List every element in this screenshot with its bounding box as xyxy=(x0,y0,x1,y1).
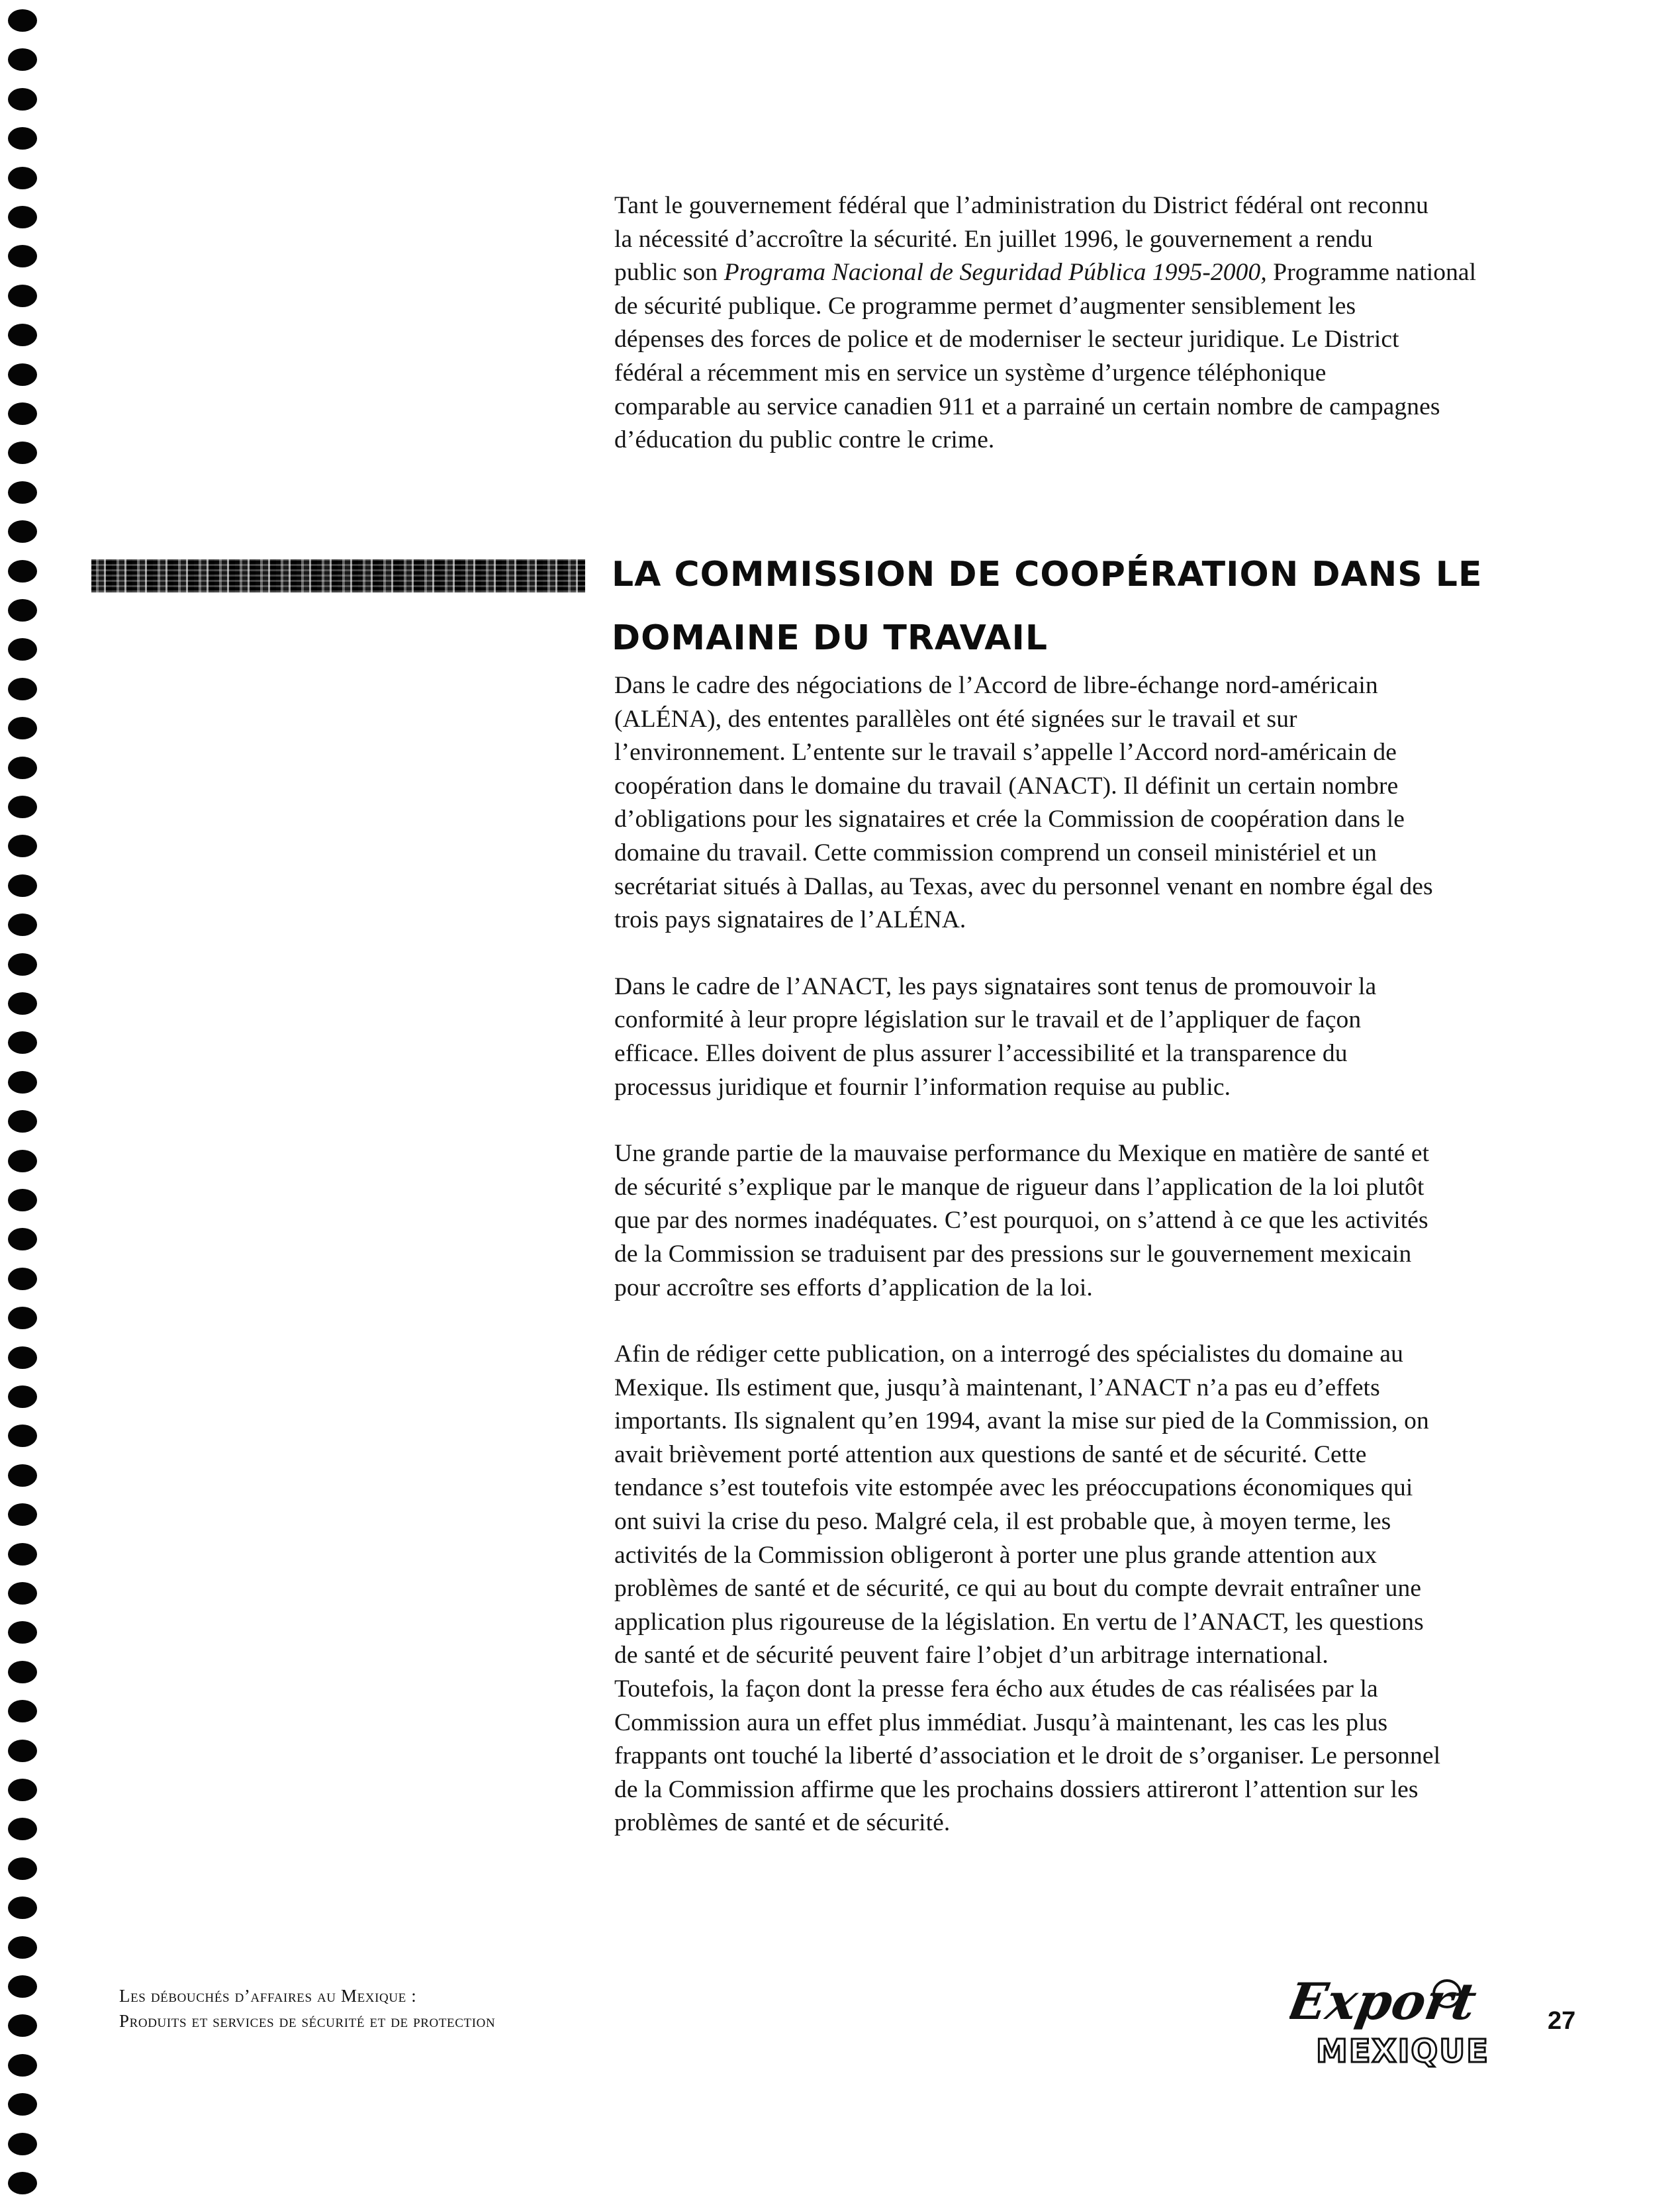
binding-hole xyxy=(8,953,37,976)
section-heading-line-2: DOMAINE DU TRAVAIL xyxy=(612,618,1049,658)
binding-hole xyxy=(8,1897,37,1919)
binding-hole xyxy=(8,1700,37,1722)
binding-hole xyxy=(8,1228,37,1250)
body-paragraph: Afin de rédiger cette publication, on a interrogé des spécialistes du domaine au Mexique. Ils estiment que, jusqu’à maintenant, l’ANACT n’a pas eu d’effets importants. Ils signalent qu’en 1994, avant la mise sur pied de la Commission, on avait brièvement porté attention aux questions de santé et de sécurité. Cette tendance s’est toutefois vite estompée avec les préoccupations économiques qui ont suivi la crise du peso. Malgré cela, il est probable que, à moyen terme, les activités de la Commission obligeront à porter une plus grande attention aux problèmes de santé et de sécurité, ce qui au bout du compte devrait entraîner une application plus rigoureuse de la législation. En vertu de l’ANACT, les questions de santé et de sécurité peuvent faire l’objet d’un arbitrage international. Toutefois, la façon dont la presse fera écho aux études de cas réalisées par la Commission aura un effet plus immédiat. Jusqu’à maintenant, les cas les plus frappants ont touché la liberté d’association et le droit de s’organiser. Le personnel de la Commission affirme que les prochains dossiers attireront l’attention sur les problèmes de santé et de sécurité. xyxy=(614,1340,1441,1837)
logo-text-export: Export xyxy=(1289,1972,1481,2032)
section-body xyxy=(614,669,1581,1840)
intro-text-after-italic: Programme national de sécurité publique. Ce programme permet d’augmenter sensiblement les dépenses des forces de police et de moderniser le secteur juridique. Le District fédéral a récemment mis en service un système d’urgence téléphonique comparable au service canadien 911 et a parrainé un certain nombre de campagnes d’éducation du public contre le crime. xyxy=(614,259,1477,454)
binding-hole xyxy=(8,245,37,267)
binding-hole xyxy=(8,560,37,583)
binding-hole xyxy=(8,520,37,543)
binding-hole xyxy=(8,757,37,779)
binding-hole xyxy=(8,1031,37,1054)
binding-hole xyxy=(8,1150,37,1172)
binding-hole xyxy=(8,2133,37,2155)
footer-title-line-2: Produits et services de sécurité et de protection xyxy=(119,2011,496,2031)
binding-hole xyxy=(8,1661,37,1683)
binding-hole xyxy=(8,835,37,857)
binding-hole xyxy=(8,206,37,228)
intro-text-before-italic: Tant le gouvernement fédéral que l’administration du District fédéral ont reconnu la nécessité d’accroître la sécurité. En juillet 1996, le gouvernement a rendu public son xyxy=(614,192,1429,287)
section-decorative-bar xyxy=(91,559,585,592)
binding-hole xyxy=(8,363,37,386)
section-heading-line-1: LA COMMISSION DE COOPÉRATION DANS LE xyxy=(612,555,1483,594)
intro-paragraph xyxy=(614,189,1581,457)
binding-hole xyxy=(8,285,37,307)
binding-hole xyxy=(8,913,37,936)
binding-hole xyxy=(8,442,37,464)
binding-hole xyxy=(8,1582,37,1605)
binding-hole xyxy=(8,2093,37,2116)
binding-hole xyxy=(8,638,37,661)
binding-hole xyxy=(8,1975,37,1998)
binding-hole xyxy=(8,167,37,189)
binding-hole xyxy=(8,1464,37,1487)
binding-hole xyxy=(8,717,37,739)
binding-hole xyxy=(8,1621,37,1644)
footer-publication-title xyxy=(119,1983,495,2034)
page-number: 27 xyxy=(1548,2007,1576,2035)
body-paragraph: Dans le cadre des négociations de l’Accord de libre-échange nord-américain (ALÉNA), des ententes parallèles ont été signées sur le travail et sur l’environnement. L’entente sur le travail s’appelle l’Accord nord-américain de coopération dans le domaine du travail (ANACT). Il définit un certain nombre d’obligations pour les signataires et crée la Commission de coopération dans le domaine du travail. Cette commission comprend un conseil ministériel et un secrétariat situés à Dallas, au Texas, avec du personnel venant en nombre égal des trois pays signataires de l’ALÉNA. xyxy=(614,672,1433,934)
binding-hole xyxy=(8,599,37,622)
binding-hole xyxy=(8,1503,37,1526)
spiral-binding xyxy=(8,0,48,2201)
binding-hole xyxy=(8,324,37,346)
binding-hole xyxy=(8,1857,37,1880)
binding-hole xyxy=(8,874,37,897)
binding-hole xyxy=(8,48,37,71)
logo-text-mexique: MEXIQUE xyxy=(1316,2033,1488,2070)
binding-hole xyxy=(8,1110,37,1133)
binding-hole xyxy=(8,9,37,32)
binding-hole xyxy=(8,1346,37,1369)
binding-hole xyxy=(8,2014,37,2037)
binding-hole xyxy=(8,1543,37,1566)
binding-hole xyxy=(8,992,37,1015)
body-paragraph: Une grande partie de la mauvaise performance du Mexique en matière de santé et de sécurité s’explique par le manque de rigueur dans l’application de la loi plutôt que par des normes inadéquates. C’est pourquoi, on s’attend à ce que les activités de la Commission se traduisent par des pressions sur le gouvernement mexicain pour accroître ses efforts d’application de la loi. xyxy=(614,1140,1430,1301)
export-mexique-logo xyxy=(1289,1959,1488,2072)
binding-hole xyxy=(8,402,37,425)
binding-hole xyxy=(8,2054,37,2077)
body-paragraph: Dans le cadre de l’ANACT, les pays signataires sont tenus de promouvoir la conformité à leur propre législation sur le travail et de l’appliquer de façon efficace. Elles doivent de plus assurer l’accessibilité et la transparence du processus juridique et fournir l’information requise au public. xyxy=(614,972,1377,1101)
binding-hole xyxy=(8,1385,37,1408)
binding-hole xyxy=(8,1307,37,1329)
section-heading xyxy=(612,543,1605,670)
binding-hole xyxy=(8,127,37,150)
binding-hole xyxy=(8,1779,37,1801)
binding-hole xyxy=(8,2172,37,2194)
binding-hole xyxy=(8,678,37,700)
binding-hole xyxy=(8,796,37,818)
binding-hole xyxy=(8,1740,37,1762)
binding-hole xyxy=(8,1936,37,1959)
binding-hole xyxy=(8,1818,37,1840)
footer-title-line-1: Les débouchés d’affaires au Mexique : xyxy=(119,1986,417,2006)
binding-hole xyxy=(8,1425,37,1447)
binding-hole xyxy=(8,88,37,111)
binding-hole xyxy=(8,1071,37,1094)
program-title-italic: Programa Nacional de Seguridad Pública 1995-2000, xyxy=(723,259,1267,287)
binding-hole xyxy=(8,1189,37,1211)
binding-hole xyxy=(8,1268,37,1290)
binding-hole xyxy=(8,481,37,504)
